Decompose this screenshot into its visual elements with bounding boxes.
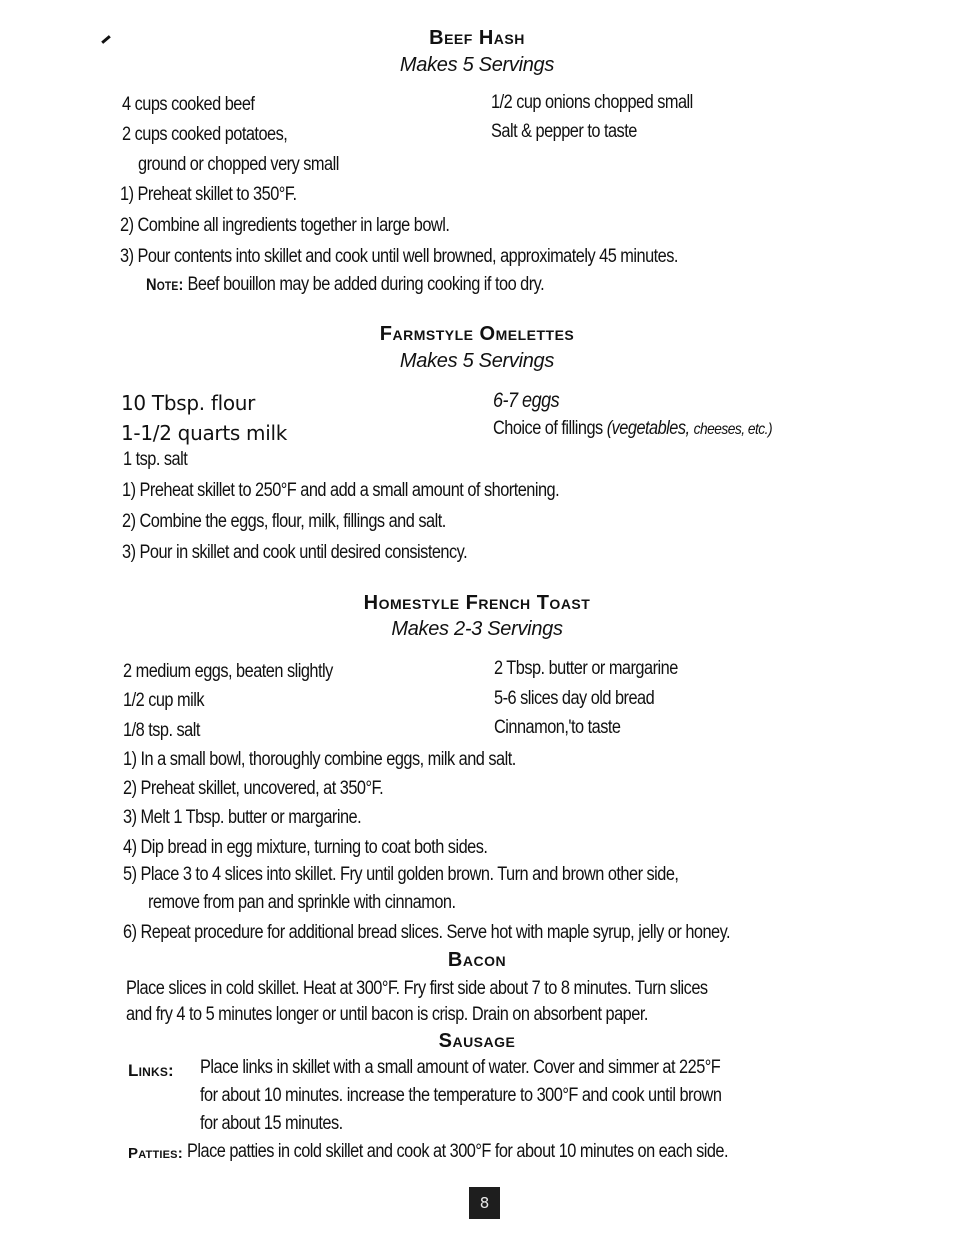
- fillings-text: Choice of fillings: [493, 418, 603, 439]
- french-toast-step: 2) Preheat skillet, uncovered, at 350°F.: [123, 778, 384, 799]
- links-text: Place links in skillet with a small amount of water. Cover and simmer at 225°F: [200, 1057, 721, 1078]
- beef-hash-ingredient: 1/2 cup onions chopped small: [491, 92, 693, 113]
- patties-label: Patties:: [128, 1145, 183, 1162]
- french-toast-step: 3) Melt 1 Tbsp. butter or margarine.: [123, 807, 362, 828]
- links-label: Links:: [128, 1061, 174, 1080]
- french-toast-ingredient: 1/8 tsp. salt: [123, 720, 200, 741]
- french-toast-step: 4) Dip bread in egg mixture, turning to coat both sides.: [123, 837, 488, 858]
- french-toast-ingredient: 2 medium eggs, beaten slightly: [123, 661, 333, 682]
- beef-hash-title-row: [0, 27, 954, 50]
- beef-hash-note: [146, 274, 544, 296]
- omelettes-servings: Makes 5 Servings: [399, 350, 555, 372]
- note-label: Note:: [146, 275, 184, 294]
- omelettes-step: 2) Combine the eggs, flour, milk, fillings and salt.: [122, 511, 446, 532]
- sausage-title-row: [0, 1030, 954, 1053]
- bacon-title: Bacon: [447, 949, 507, 971]
- links-text: for about 10 minutes. increase the temperature to 300°F and cook until brown: [200, 1085, 722, 1106]
- beef-hash-step: 2) Combine all ingredients together in large bowl.: [120, 215, 450, 236]
- omelettes-ingredient: 1-1/2 quarts milk: [121, 421, 288, 445]
- beef-hash-ingredient: Salt & pepper to taste: [491, 121, 637, 142]
- french-toast-step: 5) Place 3 to 4 slices into skillet. Fry until golden brown. Turn and brown other side,: [123, 864, 679, 885]
- omelettes-step: 3) Pour in skillet and cook until desired consistency.: [122, 542, 468, 563]
- omelettes-servings-row: [0, 350, 954, 373]
- bacon-text: and fry 4 to 5 minutes longer or until bacon is crisp. Drain on absorbent paper.: [126, 1004, 648, 1025]
- french-toast-title-row: [0, 592, 954, 615]
- beef-hash-ingredient: ground or chopped very small: [138, 154, 339, 175]
- french-toast-ingredient: 5-6 slices day old bread: [494, 688, 655, 709]
- french-toast-title: Homestyle French Toast: [363, 592, 591, 614]
- french-toast-step: 1) In a small bowl, thoroughly combine eggs, milk and salt.: [123, 749, 516, 770]
- french-toast-ingredient: 1/2 cup milk: [123, 690, 205, 711]
- beef-hash-title: Beef Hash: [429, 27, 525, 49]
- beef-hash-step: 1) Preheat skillet to 350°F.: [120, 184, 297, 205]
- french-toast-step-continued: remove from pan and sprinkle with cinnamon.: [148, 892, 456, 913]
- sausage-title: Sausage: [438, 1030, 516, 1052]
- omelettes-ingredient: 6-7 eggs: [493, 389, 560, 412]
- french-toast-servings-row: [0, 618, 954, 641]
- fillings-vegetables: (vegetables,: [606, 418, 690, 439]
- fillings-cheeses: cheeses, etc.): [693, 421, 773, 438]
- omelettes-title: Farmstyle Omelettes: [379, 323, 575, 345]
- french-toast-servings: Makes 2-3 Servings: [391, 618, 563, 640]
- french-toast-ingredient: 2 Tbsp. butter or margarine: [494, 658, 678, 679]
- links-text: for about 15 minutes.: [200, 1113, 343, 1134]
- beef-hash-step: 3) Pour contents into skillet and cook until well browned, approximately 45 minutes.: [120, 246, 678, 267]
- beef-hash-ingredient: 2 cups cooked potatoes,: [122, 124, 288, 145]
- omelettes-title-row: [0, 323, 954, 346]
- beef-hash-servings-row: [0, 54, 954, 77]
- note-text: Beef bouillon may be added during cooking if too dry.: [187, 274, 545, 295]
- omelettes-ingredient-fillings: [493, 418, 772, 440]
- patties-text: Place patties in cold skillet and cook at 300°F for about 10 minutes on each side.: [187, 1141, 729, 1162]
- french-toast-step: 6) Repeat procedure for additional bread slices. Serve hot with maple syrup, jelly or honey.: [123, 922, 731, 943]
- beef-hash-servings: Makes 5 Servings: [399, 54, 555, 76]
- beef-hash-ingredient: 4 cups cooked beef: [122, 94, 255, 115]
- omelettes-step: 1) Preheat skillet to 250°F and add a small amount of shortening.: [122, 480, 560, 501]
- omelettes-ingredient: 1 tsp. salt: [123, 449, 188, 470]
- omelettes-ingredient: 10 Tbsp. flour: [121, 391, 256, 415]
- french-toast-ingredient: Cinnamon,'to taste: [494, 717, 621, 738]
- page-number: 8: [469, 1187, 500, 1219]
- bacon-title-row: [0, 949, 954, 972]
- bacon-text: Place slices in cold skillet. Heat at 300°F. Fry first side about 7 to 8 minutes. Turn slices: [126, 978, 708, 999]
